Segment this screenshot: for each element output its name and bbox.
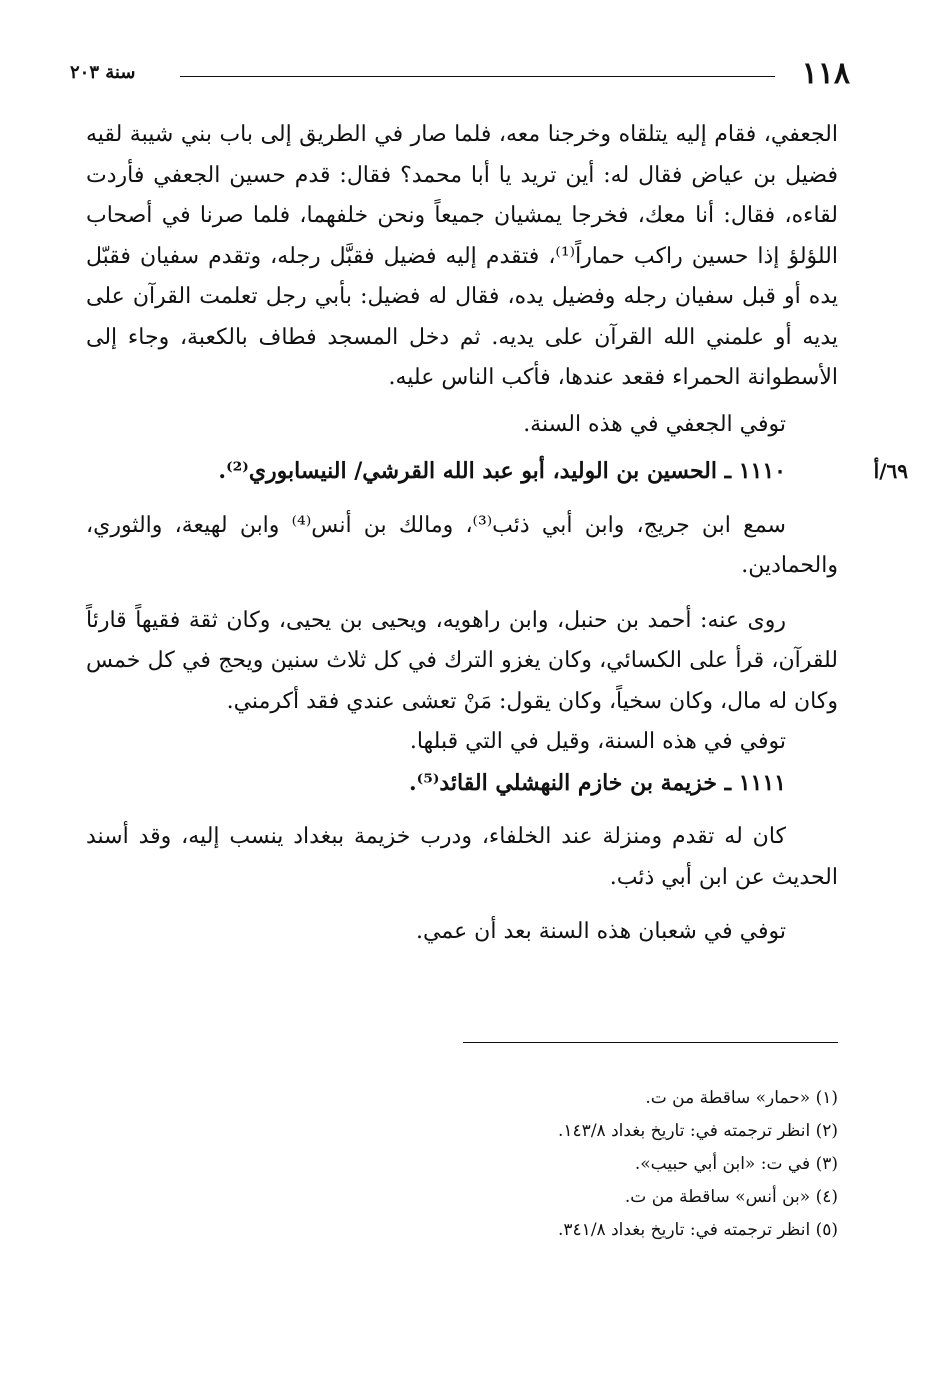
footnote-1: (١) «حمار» ساقطة من ت. (645, 1088, 838, 1108)
footnote-rule (463, 1042, 838, 1043)
header-rule (180, 76, 775, 77)
footnote-3: (٣) في ت: «ابن أبي حبيب». (634, 1154, 838, 1174)
paragraph-7: توفي في شعبان هذه السنة بعد أن عمي. (416, 919, 786, 944)
margin-folio-ref: ٦٩/أ (873, 459, 908, 483)
entry-1110-title: ١١١٠ ـ الحسين بن الوليد، أبو عبد الله القرشي/ النيسابوري⁽²⁾. (218, 458, 786, 484)
paragraph-6: كان له تقدم ومنزلة عند الخلفاء، ودرب خزيمة ببغداد ينسب إليه، وقد أسند الحديث عن ابن أبي ذئب. (86, 824, 838, 890)
footnote-4: (٤) «بن أنس» ساقطة من ت. (624, 1187, 838, 1207)
page-header (70, 56, 850, 96)
paragraph-2: توفي الجعفي في هذه السنة. (523, 411, 786, 437)
body-text (86, 115, 908, 953)
footnote-5: (٥) انظر ترجمته في: تاريخ بغداد ٣٤١/٨. (558, 1220, 838, 1240)
entry-1110-heading (86, 451, 908, 492)
paragraph-5: توفي في هذه السنة، وقيل في التي قبلها. (409, 729, 786, 754)
year-label: سنة ٢٠٣ (70, 62, 136, 83)
footnotes (138, 1082, 838, 1247)
entry-1111-heading: ١١١١ ـ خزيمة بن خازم النهشلي القائد⁽⁵⁾. (408, 769, 786, 796)
paragraph-4: روى عنه: أحمد بن حنبل، وابن راهويه، ويحيى بن يحيى، وكان ثقة فقيهاً قارئاً للقرآن، قرأ على الكسائي، وكان يغزو الترك في كل ثلاث سنين ويحج في كل خمس وكان له مال، وكان سخياً، وكان يقول: مَنْ تعشى عندي فقد أكرمني. (86, 607, 838, 714)
paragraph-3: سمع ابن جريج، وابن أبي ذئب⁽³⁾، ومالك بن أنس⁽⁴⁾ وابن لهيعة، والثوري، والحمادين. (86, 512, 838, 578)
paragraph-1: الجعفي، فقام إليه يتلقاه وخرجنا معه، فلما صار في الطريق إلى باب بني شيبة لقيه فضيل بن عياض فقال له: أين تريد يا أبا محمد؟ فقال: قدم حسين الجعفي فأردت لقاءه، فقال: أنا معك، فخرجا يمشيان جميعاً ونحن خلفهما، فلما صرنا في أصحاب اللؤلؤ إذا حسين راكب حماراً⁽¹⁾، فتقدم إليه فضيل فقبَّل رجله، وتقدم سفيان فقبّل يده أو قبل سفيان رجله وفضيل يده، فقال له فضيل: بأبي رجل تعلمت القرآن على يديه أو علمني الله القرآن على يديه. ثم دخل المسجد فطاف بالكعبة، وجاء إلى الأسطوانة الحمراء فقعد عندها، فأكب الناس عليه. (86, 122, 838, 390)
page-number: ١١٨ (801, 56, 850, 91)
footnote-2: (٢) انظر ترجمته في: تاريخ بغداد ١٤٣/٨. (558, 1121, 838, 1141)
